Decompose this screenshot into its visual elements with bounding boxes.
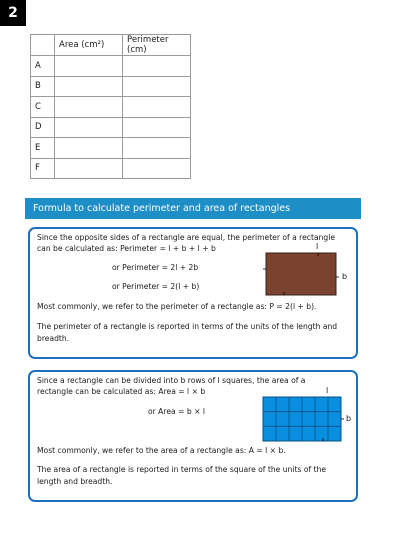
page-number: 2	[0, 0, 26, 26]
table-header-blank	[31, 35, 55, 56]
row-label: F	[31, 158, 55, 179]
table-row	[31, 76, 191, 97]
perimeter-rectangle-diagram	[266, 253, 344, 301]
table-header-area: Area (cm²)	[55, 35, 123, 56]
area-cell[interactable]	[55, 76, 123, 97]
area-text-common: Most commonly, we refer to the area of a rectangle as: A = l × b.	[37, 446, 286, 455]
row-label: C	[31, 97, 55, 118]
area-cell[interactable]	[55, 56, 123, 77]
table-header-row	[31, 35, 191, 56]
perimeter-cell[interactable]	[123, 158, 191, 179]
table-header-perimeter: Perimeter (cm)	[123, 35, 191, 56]
row-label: D	[31, 117, 55, 138]
brown-rectangle	[266, 253, 336, 295]
perimeter-cell[interactable]	[123, 138, 191, 159]
area-cell[interactable]	[55, 97, 123, 118]
perimeter-text-line1: Since the opposite sides of a rectangle are equal, the perimeter of a rectangle	[37, 233, 336, 242]
breadth-label: b	[342, 272, 348, 281]
length-label: l	[316, 242, 319, 251]
table-row	[31, 138, 191, 159]
table-row	[31, 97, 191, 118]
results-table	[30, 34, 191, 179]
row-label: A	[31, 56, 55, 77]
section-banner: Formula to calculate perimeter and area of rectangles	[25, 198, 361, 219]
perimeter-box	[28, 227, 358, 359]
area-grid-diagram	[263, 397, 347, 447]
area-cell[interactable]	[55, 138, 123, 159]
area-box	[28, 370, 358, 502]
table-row	[31, 56, 191, 77]
perimeter-text-line2: can be calculated as: Perimeter = l + b + l + b	[37, 244, 216, 253]
area-cell[interactable]	[55, 158, 123, 179]
perimeter-cell[interactable]	[123, 97, 191, 118]
breadth-label: b	[346, 414, 352, 423]
table-row	[31, 117, 191, 138]
table-row	[31, 158, 191, 179]
area-text-line2: rectangle can be calculated as: Area = l × b	[37, 387, 206, 396]
length-label: l	[326, 386, 329, 395]
perimeter-text-units-2: breadth.	[37, 334, 70, 343]
perimeter-cell[interactable]	[123, 117, 191, 138]
area-text-line1: Since a rectangle can be divided into b rows of l squares, the area of a	[37, 376, 306, 385]
perimeter-text-common: Most commonly, we refer to the perimeter of a rectangle as: P = 2(l + b).	[37, 302, 317, 311]
perimeter-cell[interactable]	[123, 56, 191, 77]
row-label: B	[31, 76, 55, 97]
perimeter-formula-3: or Perimeter = 2(l + b)	[112, 282, 200, 291]
row-label: E	[31, 138, 55, 159]
perimeter-formula-2: or Perimeter = 2l + 2b	[112, 263, 199, 272]
perimeter-text-units-1: The perimeter of a rectangle is reported in terms of the units of the length and	[37, 322, 338, 331]
area-formula-2: or Area = b × l	[148, 407, 205, 416]
area-text-units-1: The area of a rectangle is reported in terms of the square of the units of the	[37, 465, 327, 474]
perimeter-cell[interactable]	[123, 76, 191, 97]
area-cell[interactable]	[55, 117, 123, 138]
area-text-units-2: length and breadth.	[37, 477, 113, 486]
